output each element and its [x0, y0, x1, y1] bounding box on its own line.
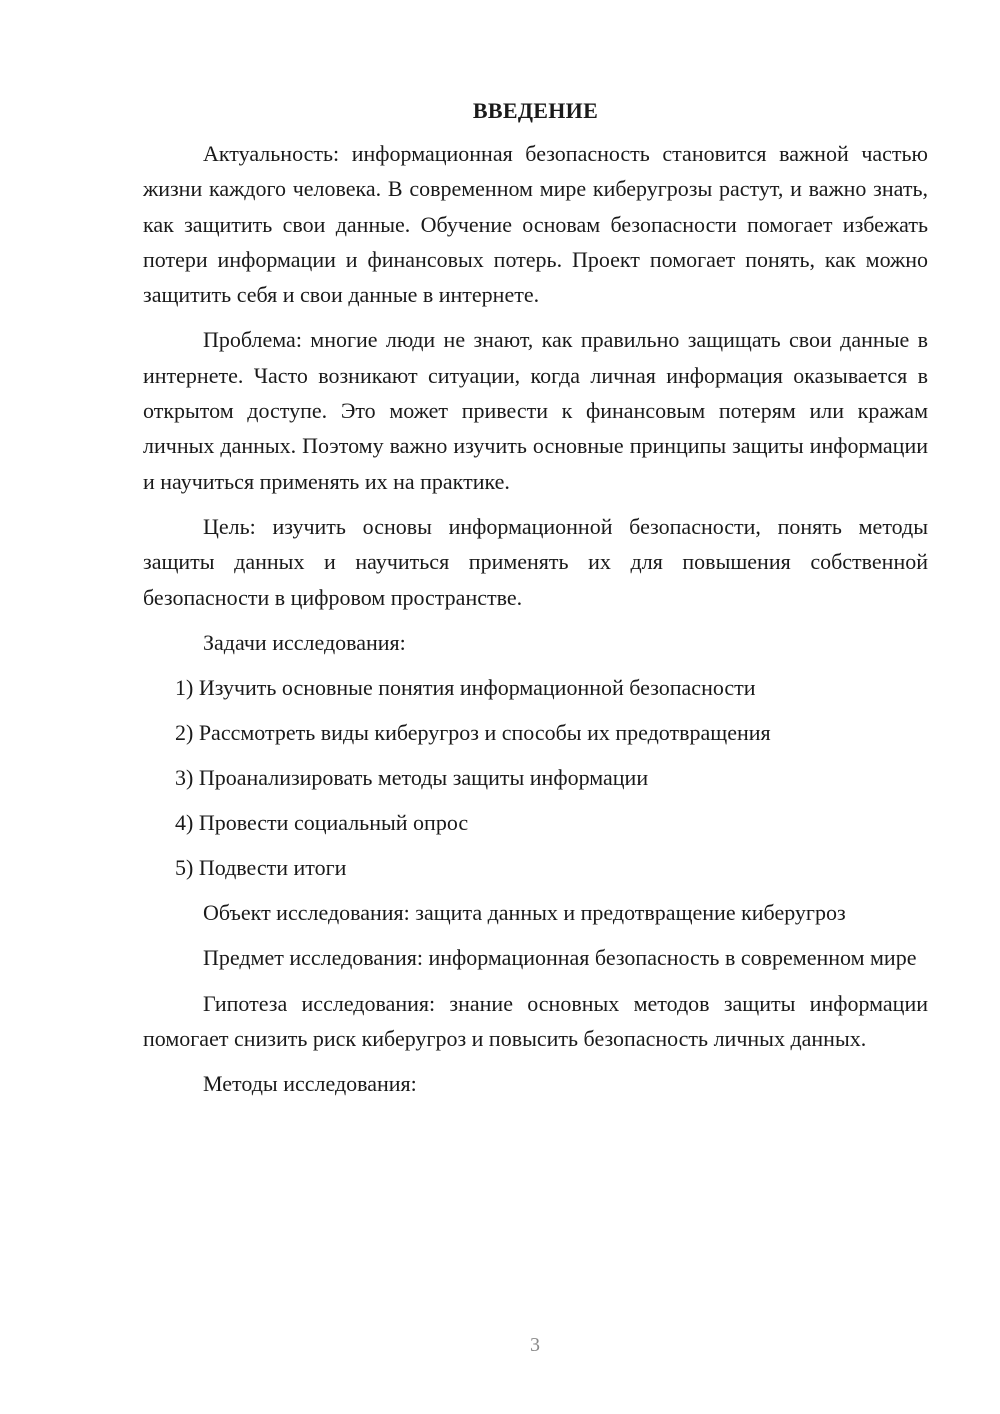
- tasks-list: [143, 670, 928, 885]
- paragraph-goal: Цель: изучить основы информационной безопасности, понять методы защиты данных и научиться применять их для повышения собственной безопасности в цифровом пространстве.: [143, 513, 928, 610]
- task-item-5: 5) Подвести итоги: [175, 855, 347, 881]
- methods-heading: Методы исследования:: [203, 1071, 417, 1097]
- page-content: [143, 96, 928, 1101]
- paragraph-problem: Проблема: многие люди не знают, как правильно защищать свои данные в интернете. Часто возникают ситуации, когда личная информация оказывается в открытом доступе. Это может привести к финансовым потерям или кражам личных данных. Поэтому важно изучить основные принципы защиты информации и научиться применять их на практике.: [143, 327, 928, 494]
- tasks-heading: Задачи исследования:: [203, 629, 406, 655]
- paragraph-hypothesis: Гипотеза исследования: знание основных методов защиты информации помогает снизить риск киберугроз и повысить безопасность личных данных.: [143, 990, 928, 1052]
- page-number: 3: [530, 1334, 540, 1356]
- section-title: ВВЕДЕНИЕ: [472, 98, 599, 123]
- task-item-3: 3) Проанализировать методы защиты информации: [175, 765, 649, 791]
- paragraph-subject: Предмет исследования: информационная безопасность в современном мире: [203, 945, 917, 971]
- paragraph-object: Объект исследования: защита данных и предотвращение киберугроз: [203, 900, 846, 926]
- task-item-2: 2) Рассмотреть виды киберугроз и способы их предотвращения: [175, 720, 771, 746]
- paragraph-relevance: Актуальность: информационная безопасность становится важной частью жизни каждого человека. В современном мире киберугрозы растут, и важно знать, как защитить свои данные. Обучение основам безопасности помогает избежать потери информации и финансовых потерь. Проект помогает понять, как можно защитить себя и свои данные в интернете.: [143, 141, 928, 308]
- task-item-1: 1) Изучить основные понятия информационной безопасности: [175, 675, 756, 701]
- task-item-4: 4) Провести социальный опрос: [175, 810, 469, 836]
